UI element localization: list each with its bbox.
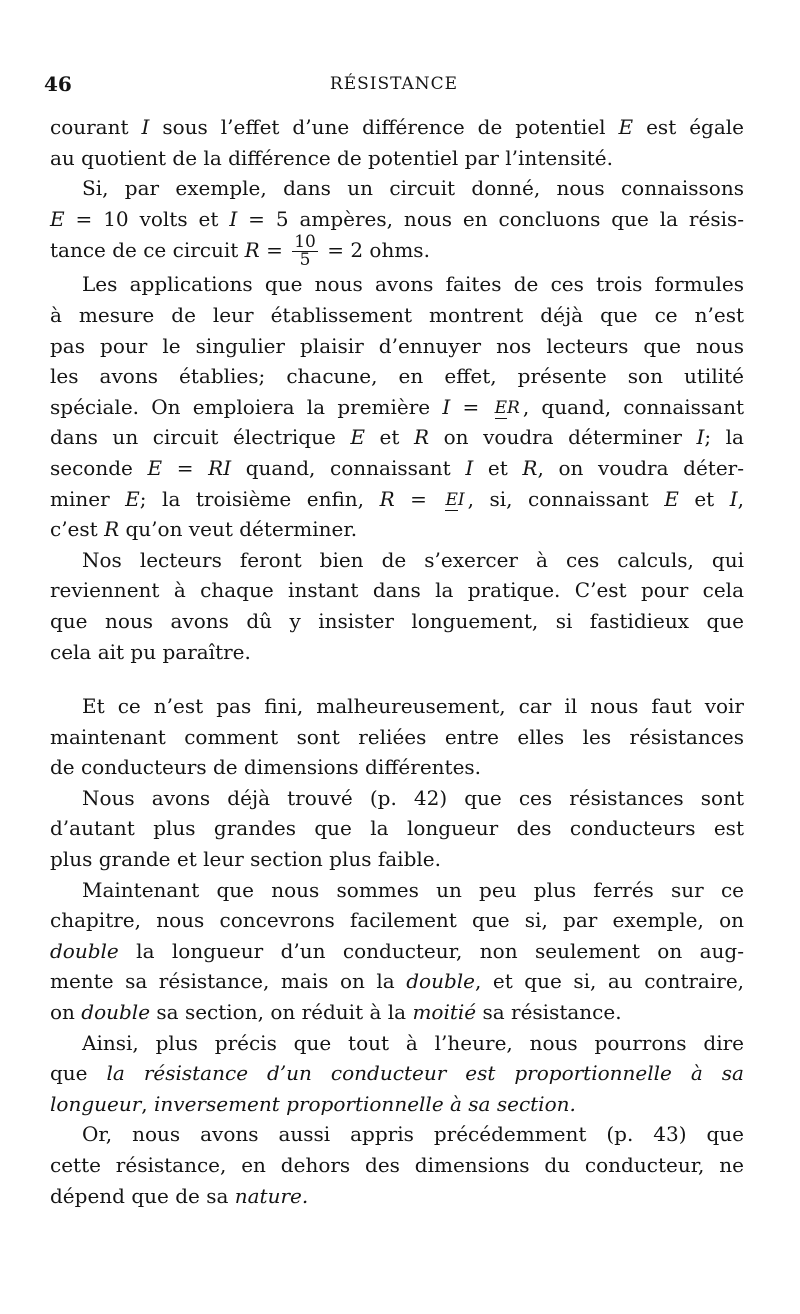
text-line: dans un circuit électrique E et R on voudra déterminer I; la <box>50 425 744 450</box>
text-line: Maintenant que nous sommes un peu plus ferrés sur ce <box>82 877 744 902</box>
text-line: on double sa section, on réduit à la moitié sa résistance. <box>50 1000 622 1025</box>
text-line: Ainsi, plus précis que tout à l’heure, nous pourrons dire <box>82 1030 744 1055</box>
text-line: plus grande et leur section plus faible. <box>50 847 441 872</box>
text-line: pas pour le singulier plaisir d’ennuyer nos lecteurs que nous <box>50 333 744 358</box>
text-line: au quotient de la différence de potentiel par l’intensité. <box>50 145 613 170</box>
text-line: seconde E = RI quand, connaissant I et R, on voudra déter- <box>50 455 744 480</box>
text-line: spéciale. On emploiera la première I = ER , quand, connaissant <box>50 394 745 419</box>
text-line: longueur, inversement proportionnelle à sa section. <box>50 1091 576 1116</box>
fraction: EI <box>445 489 465 510</box>
text-line: tance de ce circuit R = $\frac{10}{5}$ = 2 ohms. <box>50 232 430 271</box>
text-line: maintenant comment sont reliées entre elles les résistances <box>50 724 744 749</box>
text-line: cette résistance, en dehors des dimensions du conducteur, ne <box>50 1153 744 1177</box>
text-line: dépend que de sa nature. <box>50 1183 309 1208</box>
page-number: 46 <box>44 72 72 96</box>
text-line: Et ce n’est pas fini, malheureusement, car il nous faut voir <box>82 694 744 719</box>
text-line: Nos lecteurs feront bien de s’exercer à ces calculs, qui <box>82 547 744 572</box>
text-line: cela ait pu paraître. <box>50 639 251 664</box>
text-line: reviennent à chaque instant dans la pratique. C’est pour cela <box>50 578 744 603</box>
fraction: $\frac{10}{5}$ <box>294 232 316 271</box>
text-line: Or, nous avons aussi appris précédemment (p. 43) que <box>82 1122 744 1147</box>
running-title: RÉSISTANCE <box>329 74 459 94</box>
text-line: les avons établies; chacune, en effet, présente son utilité <box>50 364 744 389</box>
text-line: à mesure de leur établissement montrent déjà que ce n’est <box>50 302 744 327</box>
text-line: Les applications que nous avons faites de ces trois formules <box>82 272 744 297</box>
text-line: chapitre, nous concevrons facilement que si, par exemple, on <box>50 908 744 933</box>
text-line: c’est R qu’on veut déterminer. <box>50 517 358 542</box>
paragraph-gap <box>50 667 744 691</box>
text-line: Si, par exemple, dans un circuit donné, nous connaissons <box>82 176 744 201</box>
text-line: Nous avons déjà trouvé (p. 42) que ces résistances sont <box>82 785 744 810</box>
text-line: E = 10 volts et I = 5 ampères, nous en concluons que la résis- <box>50 206 745 231</box>
text-line: mente sa résistance, mais on la double, et que si, au contraire, <box>50 969 745 994</box>
body-text <box>50 112 744 1211</box>
text-line: d’autant plus grandes que la longueur des conducteurs est <box>50 816 744 841</box>
text-line: que la résistance d’un conducteur est proportionnelle à sa <box>50 1061 744 1086</box>
page-header <box>44 72 744 96</box>
text-line: double la longueur d’un conducteur, non seulement on aug- <box>50 938 744 963</box>
fraction: ER <box>494 397 520 418</box>
text-line: que nous avons dû y insister longuement, si fastidieux que <box>50 608 744 633</box>
text-line: de conducteurs de dimensions différentes. <box>50 755 482 780</box>
text-line: miner E; la troisième enfin, R = EI , si, connaissant E et I, <box>50 486 745 511</box>
text-line: courant I sous l’effet d’une différence de potentiel E est égale <box>50 115 744 139</box>
